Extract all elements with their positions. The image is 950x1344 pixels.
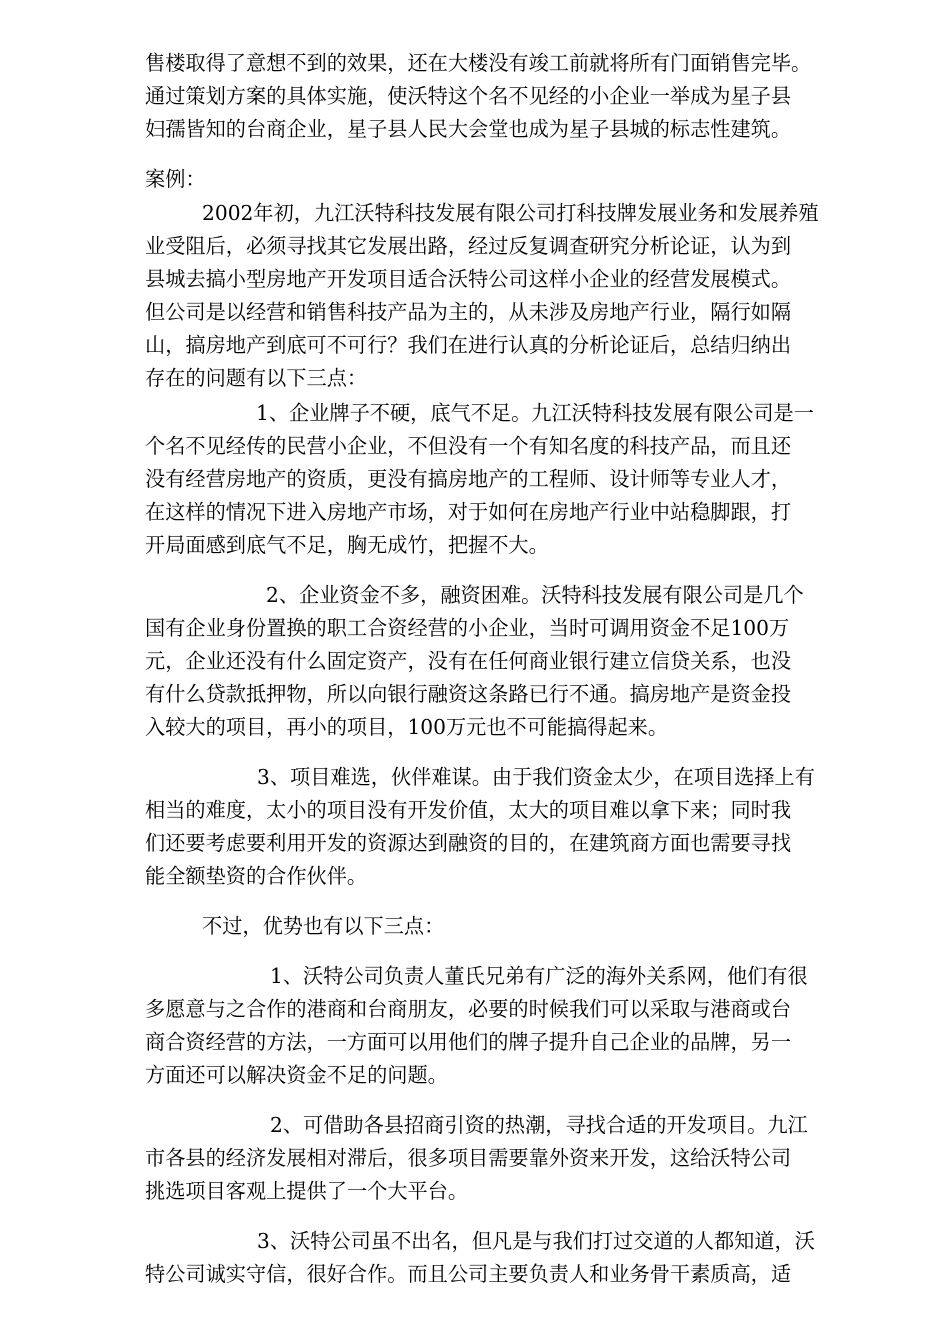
text-line: 们还要考虑要利用开发的资源达到融资的目的，在建筑商方面也需要寻找 (145, 831, 792, 855)
text-line: 2002年初，九江沃特科技发展有限公司打科技牌发展业务和发展养殖 (202, 201, 819, 225)
section-label: 案例： (145, 167, 206, 191)
text-line: 没有经营房地产的资质，更没有搞房地产的工程师、设计师等专业人才， (145, 467, 792, 491)
text-line: 个名不见经传的民营小企业，不但没有一个有知名度的科技产品，而且还 (145, 434, 792, 458)
text-line: 山，搞房地产到底可不可行？我们在进行认真的分析论证后，总结归纳出 (145, 333, 792, 357)
text-line: 县城去搞小型房地产开发项目适合沃特公司这样小企业的经营发展模式。 (145, 267, 792, 291)
text-line: 妇孺皆知的台商企业，星子县人民大会堂也成为星子县城的标志性建筑。 (145, 117, 792, 141)
text-line: 能全额垫资的合作伙伴。 (145, 864, 368, 888)
text-line: 业受阻后，必须寻找其它发展出路，经过反复调查研究分析论证，认为到 (145, 234, 792, 258)
text-line: 在这样的情况下进入房地产市场，对于如何在房地产行业中站稳脚跟，打 (145, 500, 792, 524)
text-line: 入较大的项目，再小的项目，100万元也不可能搞得起来。 (145, 715, 669, 739)
text-line: 存在的问题有以下三点： (145, 366, 368, 390)
text-line: 1、沃特公司负责人董氏兄弟有广泛的海外关系网，他们有很 (270, 964, 808, 988)
text-line: 开局面感到底气不足，胸无成竹，把握不大。 (145, 533, 549, 557)
text-line: 国有企业身份置换的职工合资经营的小企业，当时可调用资金不足100万 (145, 616, 790, 640)
text-line: 商合资经营的方法，一方面可以用他们的牌子提升自己企业的品牌，另一 (145, 1030, 792, 1054)
text-line: 2、可借助各县招商引资的热潮，寻找合适的开发项目。九江 (270, 1113, 808, 1137)
text-line: 方面还可以解决资金不足的问题。 (145, 1063, 448, 1087)
text-line: 市各县的经济发展相对滞后，很多项目需要靠外资来开发，这给沃特公司 (145, 1146, 792, 1170)
text-line: 相当的难度，太小的项目没有开发价值，太大的项目难以拿下来；同时我 (145, 798, 792, 822)
text-line: 2、企业资金不多，融资困难。沃特科技发展有限公司是几个 (266, 583, 804, 607)
text-line: 通过策划方案的具体实施，使沃特这个名不见经的小企业一举成为星子县 (145, 84, 792, 108)
text-line: 多愿意与之合作的港商和台商朋友，必要的时候我们可以采取与港商或台 (145, 997, 792, 1021)
text-line: 售楼取得了意想不到的效果，还在大楼没有竣工前就将所有门面销售完毕。 (145, 51, 812, 75)
text-line: 挑选项目客观上提供了一个大平台。 (145, 1179, 469, 1203)
text-line: 不过，优势也有以下三点： (202, 914, 445, 938)
text-line: 特公司诚实守信，很好合作。而且公司主要负责人和业务骨干素质高，适 (145, 1262, 792, 1286)
text-line: 3、项目难选，伙伴难谋。由于我们资金太少，在项目选择上有 (257, 765, 815, 789)
text-line: 元，企业还没有什么固定资产，没有在任何商业银行建立信贷关系，也没 (145, 649, 792, 673)
text-line: 有什么贷款抵押物，所以向银行融资这条路已行不通。搞房地产是资金投 (145, 682, 792, 706)
text-line: 3、沃特公司虽不出名，但凡是与我们打过交道的人都知道，沃 (257, 1229, 815, 1253)
text-line: 1、企业牌子不硬，底气不足。九江沃特科技发展有限公司是一 (256, 401, 814, 425)
text-line: 但公司是以经营和销售科技产品为主的，从未涉及房地产行业，隔行如隔 (145, 300, 792, 324)
